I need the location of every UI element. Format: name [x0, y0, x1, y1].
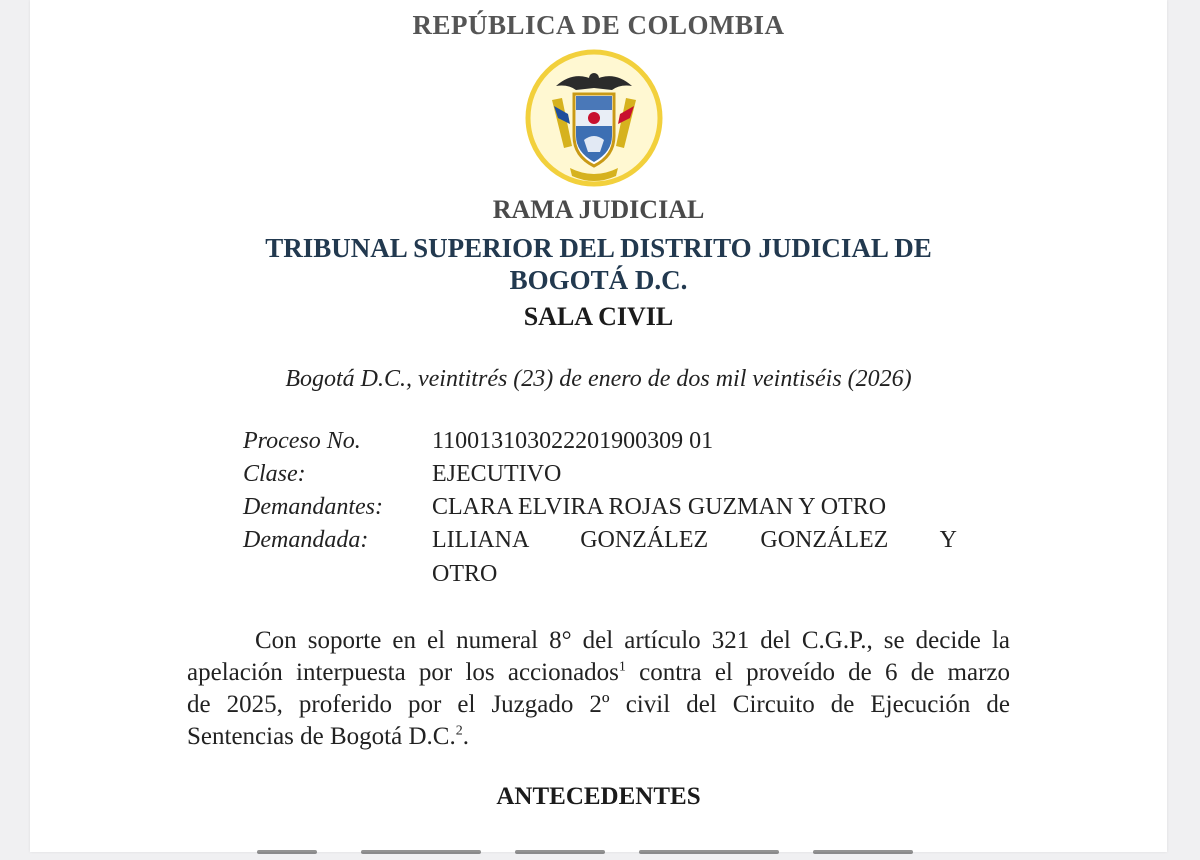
tribunal-line-2: BOGOTÁ D.C. — [509, 265, 688, 295]
body-line-4 — [187, 721, 1010, 753]
body-paragraph — [187, 625, 1010, 753]
chamber-heading: SALA CIVIL — [523, 302, 674, 331]
tribunal-heading — [30, 232, 1167, 296]
body-line-1: Con soporte en el numeral 8° del artículo 321 del C.G.P., se decide la — [255, 627, 1010, 654]
plaintiffs-value: CLARA ELVIRA ROJAS GUZMAN Y OTRO — [432, 494, 887, 520]
defendant-label: Demandada: — [243, 527, 369, 553]
footnote-ref-1[interactable]: 1 — [618, 659, 626, 675]
process-label: Proceso No. — [243, 428, 361, 454]
section-heading-antecedentes: ANTECEDENTES — [496, 783, 701, 810]
dateline: Bogotá D.C., veintitrés (23) de enero de dos mil veintiséis (2026) — [285, 366, 912, 392]
process-number: 110013103022201900309 01 — [432, 428, 714, 454]
body-line-2 — [187, 657, 1010, 689]
republic-heading: REPÚBLICA DE COLOMBIA — [412, 10, 785, 40]
footnote-ref-2[interactable]: 2 — [455, 723, 463, 739]
body-line-4-text-b: . — [462, 723, 469, 750]
branch-heading: RAMA JUDICIAL — [492, 195, 705, 224]
colombia-coat-of-arms-icon — [524, 44, 664, 192]
document-page — [30, 0, 1167, 852]
defendant-value-line-1: LILIANA GONZÁLEZ GONZÁLEZ Y — [432, 527, 957, 553]
process-value — [432, 428, 713, 455]
body-line-4-text-a: Sentencias de Bogotá D.C. — [187, 723, 456, 750]
cut-off-text-line — [187, 840, 1010, 860]
plaintiffs-label: Demandantes: — [243, 494, 383, 520]
body-line-3: de 2025, proferido por el Juzgado 2º civil del Circuito de Ejecución de — [187, 691, 1010, 718]
class-label: Clase: — [243, 461, 306, 487]
class-value: EJECUTIVO — [432, 461, 562, 487]
body-line-2-text-a: apelación interpuesta por los accionados — [187, 659, 619, 686]
tribunal-line-1: TRIBUNAL SUPERIOR DEL DISTRITO JUDICIAL DE — [265, 233, 932, 263]
body-line-2-text-b: contra el proveído de 6 de marzo — [625, 659, 1010, 686]
defendant-value-line-2: OTRO — [432, 561, 498, 587]
